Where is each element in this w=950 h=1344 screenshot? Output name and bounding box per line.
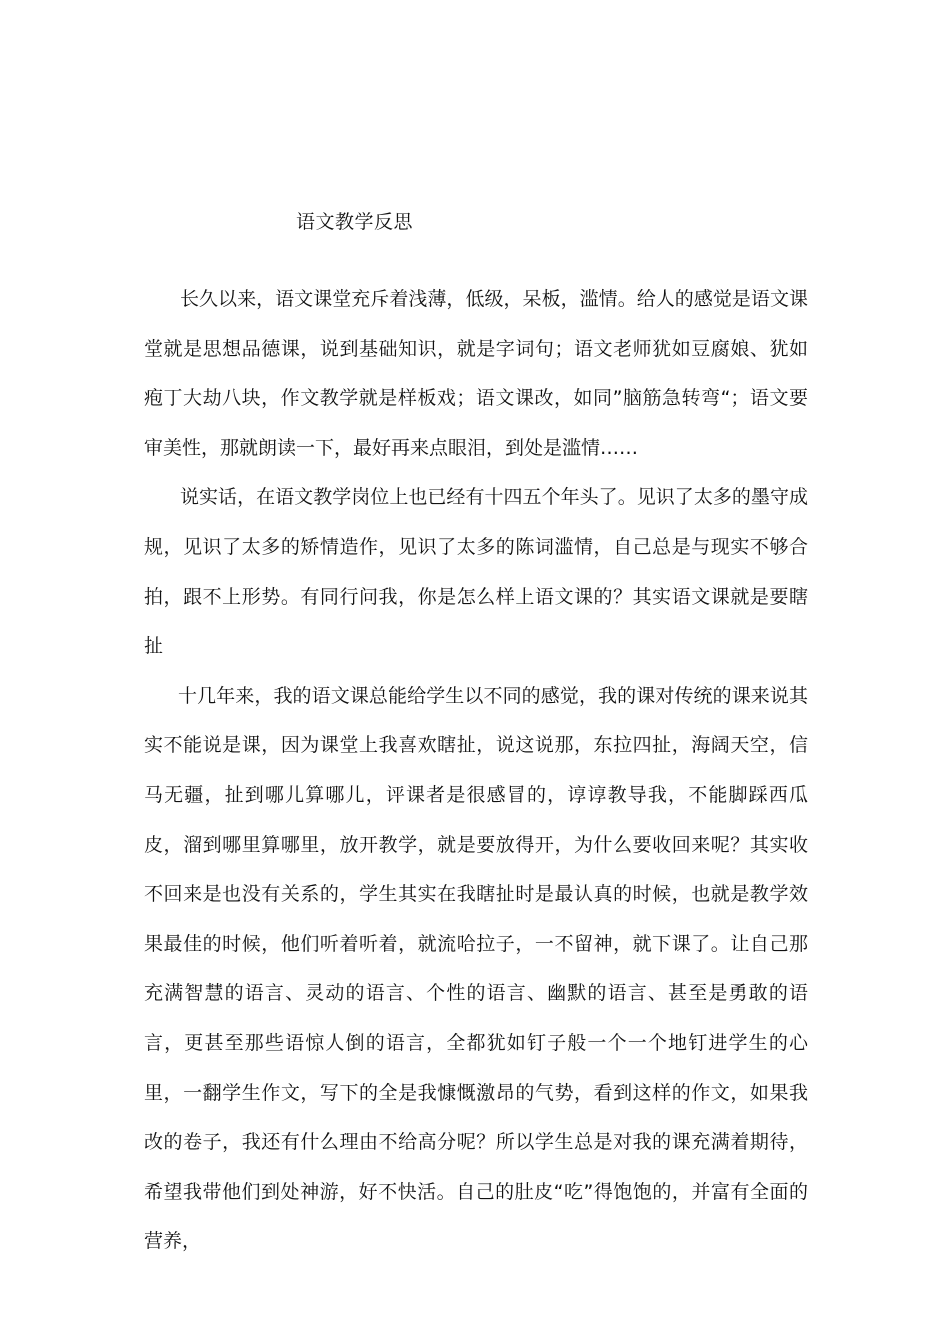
paragraph: 长久以来，语文课堂充斥着浅薄，低级，呆板，滥情。给人的感觉是语文课堂就是思想品德课，说到基础知识，就是字词句；语文老师犹如豆腐娘、犹如疱丁大劫八块，作文教学就是样板戏；语文课改，如同”脑筋急转弯“；语文要审美性，那就朗读一下，最好再来点眼泪，到处是滥情…… [144,288,808,459]
document-title: 语文教学反思 [296,211,414,233]
paragraph: 说实话，在语文教学岗位上也已经有十四五个年头了。见识了太多的墨守成规，见识了太多的矫情造作，见识了太多的陈词滥情，自己总是与现实不够合拍，跟不上形势。有同行问我，你是怎么样上语文课的？其实语文课就是要瞎扯 [144,486,808,658]
paragraph: 十几年来，我的语文课总能给学生以不同的感觉，我的课对传统的课来说其实不能说是课，因为课堂上我喜欢瞎扯，说这说那，东拉四扯，海阔天空，信马无疆，扯到哪儿算哪儿，评课者是很感冒的，谆谆教导我，不能脚踩西瓜皮，溜到哪里算哪里，放开教学，就是要放得开，为什么要收回来呢？其实收不回来是也没有关系的，学生其实在我瞎扯时是最认真的时候，也就是教学效果最佳的时候，他们听着听着，就流哈拉子，一不留神，就下课了。让自己那充满智慧的语言、灵动的语言、个性的语言、幽默的语言、甚至是勇敢的语言，更甚至那些语惊人倒的语言，全都犹如钉子般一个一个地钉进学生的心里，一翻学生作文，写下的全是我慷慨激昂的气势，看到这样的作文，如果我改的卷子，我还有什么理由不给高分呢？所以学生总是对我的课充满着期待，希望我带他们到处神游，好不快活。自己的肚皮“吃”得饱饱的，并富有全面的营养， [144,684,808,1253]
document-body [144,275,808,1267]
